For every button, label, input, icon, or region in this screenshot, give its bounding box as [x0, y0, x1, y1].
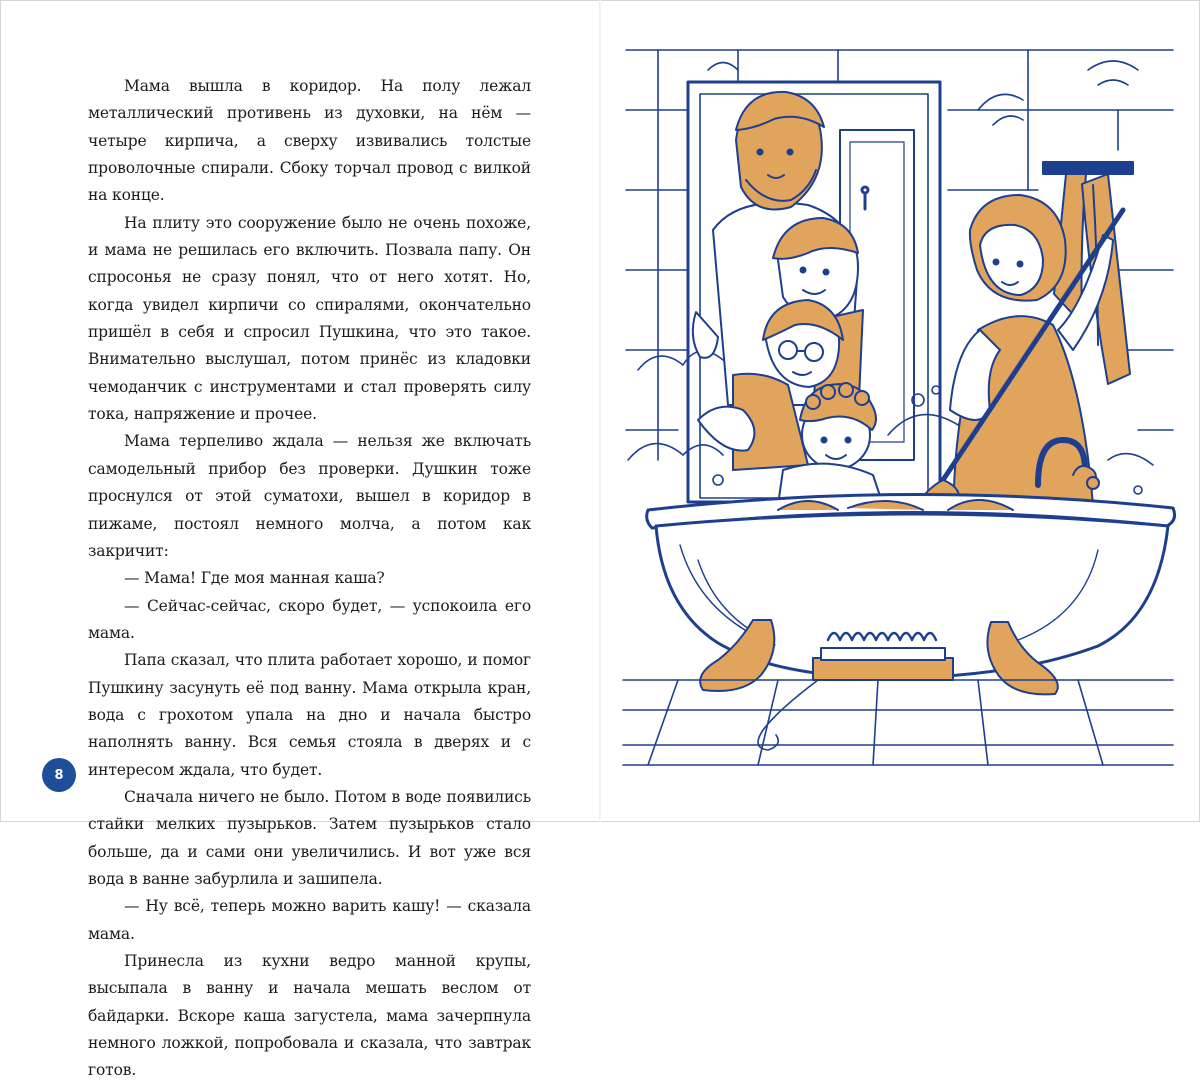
paragraph: — Ну всё, теперь можно варить кашу! — сказала мама.	[88, 897, 531, 943]
paragraph: Принесла из кухни ведро манной крупы, высыпала в ванну и начала мешать веслом от байдарки. Вскоре каша загустела, мама зачерпнула немного ложкой, попробовала и сказала, что завтрак готов.	[88, 952, 531, 1080]
paragraph: Мама терпеливо ждала — нельзя же включать самодельный прибор без проверки. Душкин тоже проснулся от этой суматохи, вышел в коридор в пижаме, постоял немного молча, а потом как закричит:	[88, 432, 531, 560]
paragraph: Сначала ничего не было. Потом в воде появились стайки мелких пузырьков. Затем пузырьков стало больше, да и сами они увеличились. И вот уже вся вода в ванне забурлила и зашипела.	[88, 787, 531, 888]
floor-tiles	[623, 680, 1173, 765]
book-gutter	[599, 0, 601, 822]
paragraph: На плиту это сооружение было не очень похоже, и мама не решилась его включить. Позвала папу. Он спросонья не сразу понял, что от него хотят. Но, когда увидел кирпичи со спиралями, окончательно пришёл в себя и спросил Пушкина, что это такое. Внимательно выслушал, потом принёс из кладовки чемоданчик с инструментами и стал проверять силу тока, напряжение и прочее.	[88, 213, 531, 424]
paragraph: — Сейчас-сейчас, скоро будет, — успокоила его мама.	[88, 596, 531, 642]
story-text	[88, 73, 531, 1085]
paragraph: Мама вышла в коридор. На полу лежал металлический противень из духовки, на нём — четыре кирпича, а сверху извивались толстые проволочные спирали. Сбоку торчал провод с вилкой на конце.	[88, 77, 531, 205]
page-number-badge: 8	[42, 758, 76, 792]
bathroom-porridge-illustration	[618, 40, 1178, 770]
paragraph: Папа сказал, что плита работает хорошо, и помог Пушкину засунуть её под ванну. Мама открыла кран, вода с грохотом упала на дно и начала быстро наполнять ванну. Вся семья стояла в дверях и с интересом ждала, что будет.	[88, 651, 531, 779]
paragraph: — Мама! Где моя манная каша?	[124, 569, 385, 588]
